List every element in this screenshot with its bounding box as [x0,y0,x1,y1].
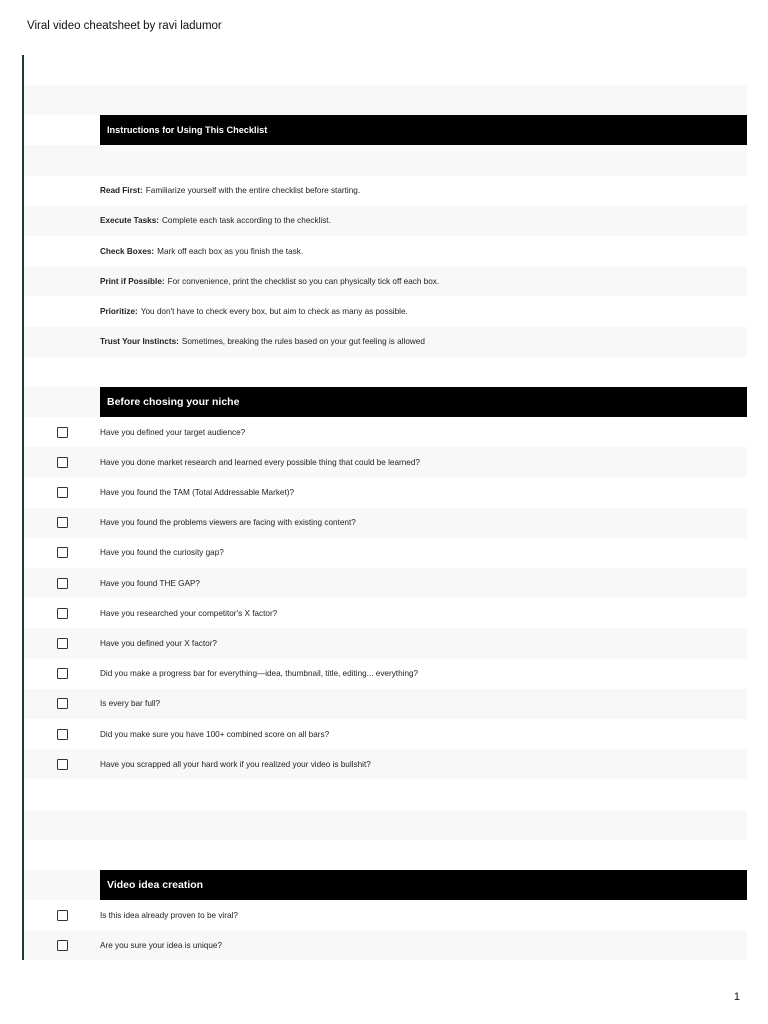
checklist-row [24,508,747,538]
instruction-label: Prioritize: [100,306,138,316]
instruction-text [100,206,747,236]
instruction-label: Check Boxes: [100,246,155,256]
checklist-item-text: Have you found the problems viewers are facing with existing content? [100,518,356,528]
checkbox[interactable] [57,517,68,528]
page-number: 1 [733,991,740,1003]
checklist-item-text: Have you researched your competitor's X factor? [100,608,278,618]
checklist-item-text: Have you defined your X factor? [100,638,217,648]
checkbox[interactable] [57,578,68,589]
checklist-row [24,447,747,477]
idea-heading: Video idea creation [100,870,747,900]
instruction-row [24,327,747,357]
instruction-body: Mark off each box as you finish the task. [157,246,304,256]
instruction-text [100,176,747,206]
instruction-text [100,266,747,296]
checkbox[interactable] [57,638,68,649]
checkbox[interactable] [57,729,68,740]
checklist-item-text: Did you make sure you have 100+ combined score on all bars? [100,729,330,739]
instruction-label: Execute Tasks: [100,216,160,226]
checklist-item-text: Have you done market research and learned every possible thing that could be learned? [100,457,420,467]
checklist-row [24,930,747,960]
checkbox[interactable] [57,608,68,619]
checklist-row [24,719,747,749]
instruction-row [24,266,747,296]
instruction-row [24,206,747,236]
instruction-row [24,236,747,266]
checklist-row [24,749,747,779]
niche-heading: Before chosing your niche [100,387,747,417]
spacer-row [24,840,747,870]
idea-header-row [24,870,747,900]
instruction-label: Print if Possible: [100,276,165,286]
checkbox[interactable] [57,668,68,679]
checkbox[interactable] [57,910,68,921]
checkbox[interactable] [57,698,68,709]
checklist-item-text: Is this idea already proven to be viral? [100,910,238,920]
instruction-label: Read First: [100,186,143,196]
instruction-row [24,296,747,326]
instruction-text [100,296,747,326]
checklist-item-text: Have you found THE GAP? [100,578,200,588]
instruction-row [24,176,747,206]
instruction-label: Trust Your Instincts: [100,337,179,347]
checklist-row [24,628,747,658]
checklist-item-text: Have you found the TAM (Total Addressable Market)? [100,488,295,498]
checkbox[interactable] [57,940,68,951]
checklist-row [24,477,747,507]
instruction-body: Familiarize yourself with the entire checklist before starting. [145,186,361,196]
instruction-text [100,236,747,266]
instruction-body: You don't have to check every box, but aim to check as many as possible. [140,306,408,316]
checkbox[interactable] [57,457,68,468]
spacer-row [24,357,747,387]
checklist-row [24,417,747,447]
instructions-heading: Instructions for Using This Checklist [100,115,747,145]
checkbox[interactable] [57,759,68,770]
instruction-body: Sometimes, breaking the rules based on your gut feeling is allowed [181,337,425,347]
spacer-row [24,779,747,809]
instruction-text [100,327,747,357]
checklist-item-text: Have you found the curiosity gap? [100,548,224,558]
checklist-row [24,598,747,628]
checklist-item-text: Did you make a progress bar for everything—idea, thumbnail, title, editing... everything? [100,669,419,679]
checklist-row [24,538,747,568]
checklist-sheet [24,85,747,960]
checklist-item-text: Is every bar full? [100,699,161,709]
instruction-body: For convenience, print the checklist so you can physically tick off each box. [167,276,440,286]
instruction-body: Complete each task according to the checklist. [162,216,331,226]
checklist-item-text: Are you sure your idea is unique? [100,940,222,950]
checkbox[interactable] [57,487,68,498]
checklist-row [24,568,747,598]
spacer-row [24,145,747,175]
checklist-row [24,659,747,689]
checklist-item-text: Have you scrapped all your hard work if you realized your video is bullshit? [100,759,371,769]
spacer-row [24,85,747,115]
spacer-row [24,810,747,840]
checkbox[interactable] [57,547,68,558]
checklist-row [24,900,747,930]
checklist-item-text: Have you defined your target audience? [100,427,246,437]
checkbox[interactable] [57,427,68,438]
niche-header-row [24,387,747,417]
checklist-row [24,689,747,719]
document-title: Viral video cheatsheet by ravi ladumor [27,20,222,32]
instructions-header-row [24,115,747,145]
